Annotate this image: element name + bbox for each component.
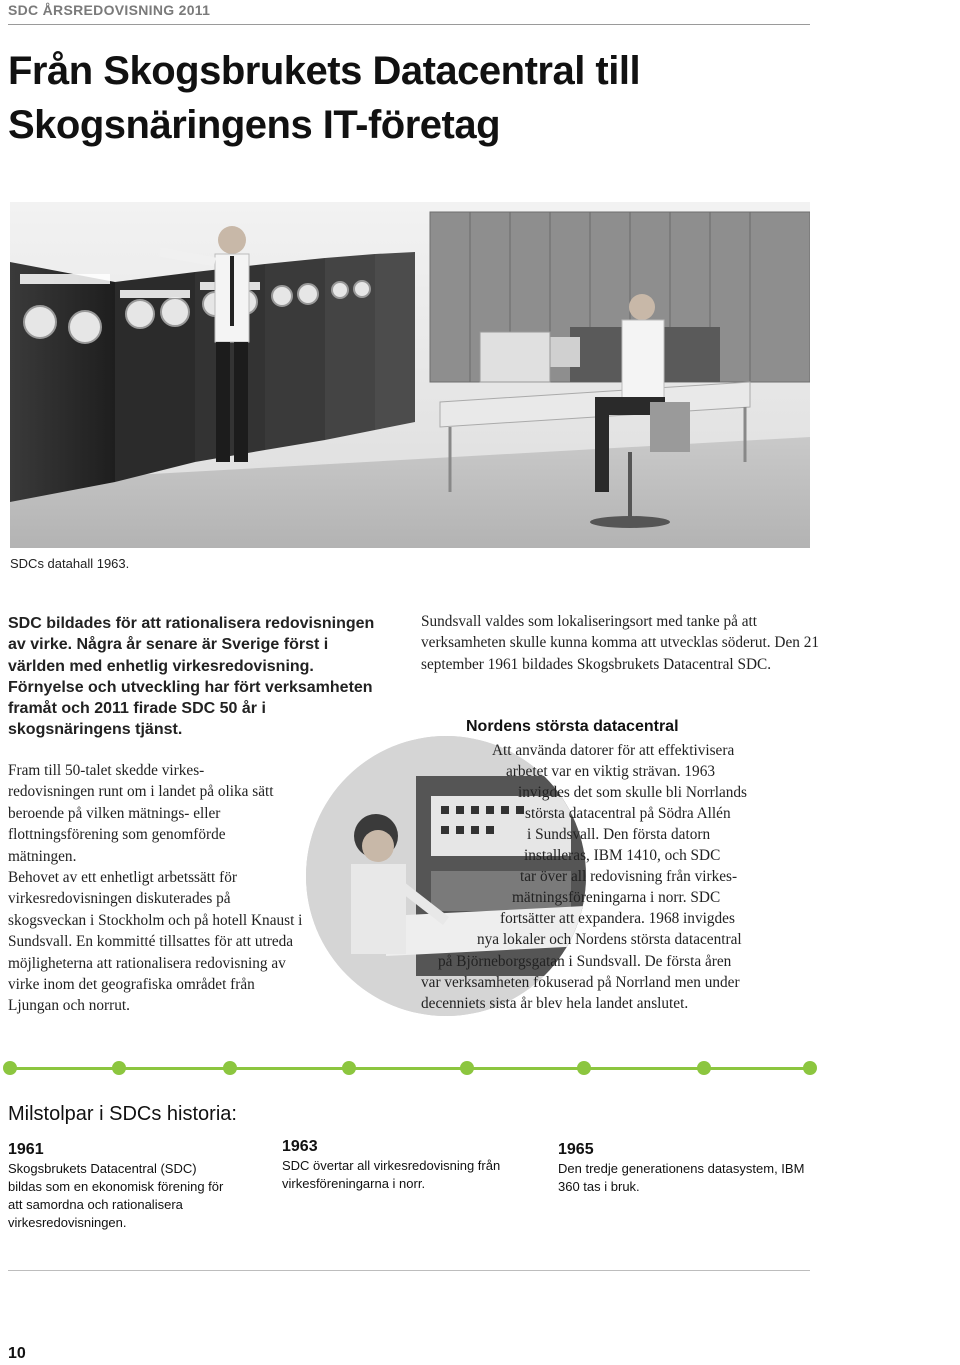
title-line-2: Skogsnäringens IT-företag [8,103,501,147]
right-line-5: i Sundsvall. Den första datorn [527,826,711,843]
milestone-text: SDC övertar all virkesredovisning från virkesföreningarna i norr. [282,1158,501,1191]
milestone-text: Den tredje generationens datasystem, IBM 360 tas i bruk. [558,1161,805,1194]
main-photo [10,202,810,548]
timeline-dot [460,1061,474,1075]
left-paragraph-2: Behovet av ett enhetligt arbetssätt för virkesredovisningen diskuterades på skogsveckan i Stockholm och på hotell Knaust i Sundsvall. En kommitté tillsattes för att utreda möjligheterna att rationalisera redovisning av virke inom det geografiska området från Ljungan och norrut. [8,869,303,1015]
page-title [8,44,808,152]
timeline-dot [803,1061,817,1075]
timeline-dot [697,1061,711,1075]
left-paragraph-1: Fram till 50-talet skedde virkes-redovisningen runt om i landet på olika sätt beroende på vilken mätnings- eller flottningsförening som genomförde mätningen. [8,762,274,865]
right-line-7: tar över all redovisning från virkes- [520,868,738,885]
right-line-12: var verksamheten fokuserad på Norrland men under [421,974,740,991]
right-line-6: installeras, IBM 1410, och SDC [524,847,721,864]
bottom-rule [8,1270,810,1271]
header-label: SDC ÅRSREDOVISNING 2011 [8,2,211,18]
milestone-year: 1965 [558,1141,594,1158]
main-photo-caption: SDCs datahall 1963. [10,556,130,571]
milestone-text: Skogsbrukets Datacentral (SDC) bildas som en ekonomisk förening för att samordna och rationalisera virkesredovisningen. [8,1161,224,1230]
page-number: 10 [8,1345,26,1362]
right-line-11: på Björneborgsgatan i Sundsvall. De första åren [438,953,732,970]
right-line-4: största datacentral på Södra Allén [525,805,731,822]
intro-text: SDC bildades för att rationalisera redovisningen av virke. Några år senare är Sverige först i världen med enhetlig virkesredovisning. Förnyelse och utveckling har fört verksamheten framåt och 2011 firade SDC 50 år i skogsnäringens tjänst. [8,615,375,739]
timeline-dot [3,1061,17,1075]
right-line-13: decenniets sista år blev hela landet anslutet. [421,995,689,1012]
right-line-10: nya lokaler och Nordens största datacentral [477,931,742,948]
timeline-dot [342,1061,356,1075]
right-line-8: mätningsföreningarna i norr. SDC [512,889,721,906]
right-line-1: Att använda datorer för att effektivisera [492,742,735,759]
sub-heading: Nordens största datacentral [466,718,679,735]
milestone-year: 1961 [8,1141,44,1158]
timeline-dot [223,1061,237,1075]
timeline-dot [577,1061,591,1075]
right-paragraph-1: Sundsvall valdes som lokaliseringsort med tanke på att verksamheten skulle kunna komma att utvecklas söderut. Den 21 september 1961 bildades Skogsbrukets Datacentral SDC. [421,613,820,673]
milestone-year: 1963 [282,1138,318,1155]
timeline-line [10,1067,810,1070]
right-line-2: arbetet var en viktig strävan. 1963 [506,763,715,780]
right-line-9: fortsätter att expandera. 1968 invigdes [500,910,735,927]
timeline-dot [112,1061,126,1075]
header-rule [8,24,810,25]
right-line-3: invigdes det som skulle bli Norrlands [518,784,748,801]
milestones-title: Milstolpar i SDCs historia: [8,1103,237,1125]
title-line-1: Från Skogsbrukets Datacentral till [8,49,641,93]
datahall-illustration [10,202,810,548]
